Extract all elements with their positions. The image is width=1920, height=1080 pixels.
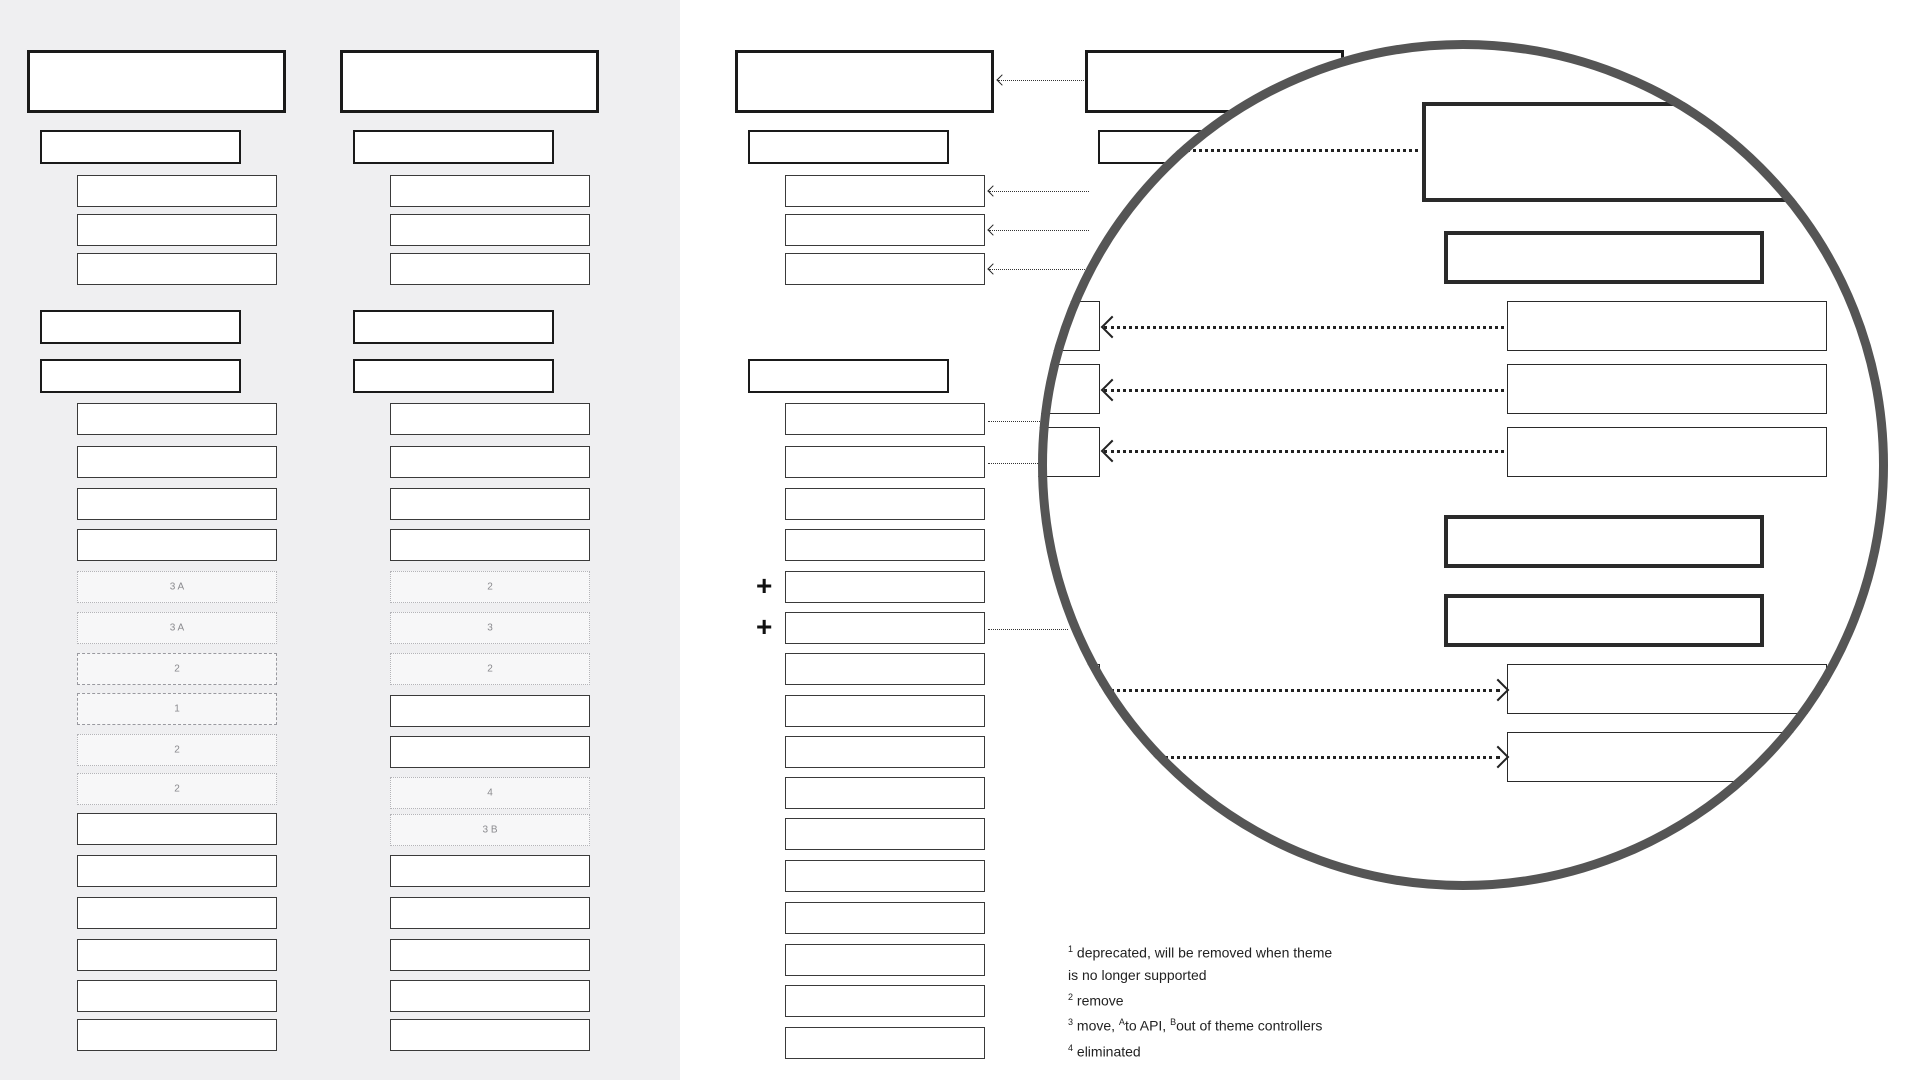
zoom-source-item — [1507, 427, 1827, 477]
column-a-group-1 — [40, 130, 241, 164]
result-item — [785, 902, 985, 934]
result-added-item — [785, 571, 985, 603]
column-b-annotated-item — [390, 653, 590, 685]
column-a-group-2 — [40, 310, 241, 344]
arrow-left-icon — [996, 74, 1007, 85]
legend-marker: 4 — [1068, 1042, 1074, 1053]
column-a-item — [77, 175, 277, 207]
column-b-header — [340, 50, 599, 113]
column-b-annotated-item — [390, 571, 590, 603]
annotation-label: 3 A — [169, 581, 185, 593]
legend-text: is no longer supported — [1068, 966, 1207, 983]
column-b-item — [390, 488, 590, 520]
result-item — [785, 403, 985, 435]
arrow-left-icon — [987, 224, 998, 235]
column-a-item — [77, 403, 277, 435]
chevron-right-icon — [1487, 679, 1510, 702]
zoom-item-connector — [1104, 450, 1504, 453]
column-b-annotated-item — [390, 612, 590, 644]
result-item — [785, 985, 985, 1017]
annotation-label: 2 — [174, 744, 180, 756]
column-b-annotated-item — [390, 814, 590, 846]
column-a-annotated-item — [77, 693, 277, 725]
item-connector — [989, 191, 1089, 192]
zoom-target-item — [1507, 664, 1827, 714]
result-group-1 — [748, 130, 949, 164]
column-a-annotated-item — [77, 653, 277, 685]
column-a-item — [77, 1019, 277, 1051]
zoom-source-item — [1507, 301, 1827, 351]
result-item — [785, 175, 985, 207]
legend-marker: 1 — [1068, 944, 1074, 954]
column-a-annotated-item — [77, 612, 277, 644]
result-item — [785, 818, 985, 850]
legend-item — [1068, 986, 1428, 1012]
legend — [1068, 938, 1428, 1063]
annotation-label: 4 — [487, 787, 493, 799]
added-marker: + — [756, 570, 773, 601]
column-b-item — [390, 980, 590, 1012]
zoom-source-group-1 — [1444, 231, 1764, 284]
result-item — [785, 253, 985, 285]
legend-marker: 3 — [1068, 1017, 1074, 1028]
result-item — [785, 695, 985, 727]
column-b-group-3 — [353, 359, 554, 393]
result-item — [785, 860, 985, 892]
column-b-item — [390, 403, 590, 435]
annotation-label: 2 — [487, 663, 493, 675]
legend-text: to API, — [1124, 1017, 1167, 1034]
column-b-item — [390, 175, 590, 207]
zoom-target-item — [1507, 732, 1827, 782]
column-b-item — [390, 855, 590, 887]
legend-submarker: B — [1170, 1017, 1177, 1028]
column-a-item — [77, 446, 277, 478]
arrow-left-icon — [987, 263, 998, 274]
column-b-group-1 — [353, 130, 554, 164]
result-item — [785, 777, 985, 809]
zoom-move-connector — [1104, 756, 1500, 759]
column-b-annotated-item — [390, 777, 590, 809]
column-b-item — [390, 736, 590, 768]
column-a-item — [77, 855, 277, 887]
zoom-source-item — [1507, 364, 1827, 414]
annotation-label: 2 — [174, 783, 180, 795]
added-marker: + — [756, 611, 773, 642]
column-b-group-2 — [353, 310, 554, 344]
column-a-item — [77, 214, 277, 246]
column-a-item — [77, 939, 277, 971]
zoom-source-group-3 — [1444, 594, 1764, 647]
zoom-result-item — [1038, 732, 1100, 782]
column-a-header — [27, 50, 286, 113]
chevron-left-icon — [1101, 379, 1124, 402]
legend-text: out of theme controllers — [1176, 1017, 1323, 1034]
column-a-annotated-item — [77, 571, 277, 603]
legend-item — [1068, 1011, 1428, 1037]
column-a-annotated-item — [77, 773, 277, 805]
result-group-2 — [748, 359, 949, 393]
legend-text: deprecated, will be removed when theme — [1076, 944, 1333, 961]
legend-marker: 2 — [1068, 991, 1074, 1002]
result-item — [785, 653, 985, 685]
item-connector — [988, 421, 1048, 422]
magnifier-lens — [1038, 40, 1888, 890]
zoom-item-connector — [1104, 326, 1504, 329]
column-b-item — [390, 214, 590, 246]
result-added-item — [785, 612, 985, 644]
legend-item-continuation — [1068, 964, 1428, 986]
arrow-left-icon — [987, 185, 998, 196]
result-item — [785, 214, 985, 246]
zoom-result-item — [1038, 664, 1100, 714]
zoom-result-item — [1038, 364, 1100, 414]
legend-submarker: A — [1118, 1017, 1125, 1028]
chevron-right-icon — [1487, 746, 1510, 769]
zoom-result-item — [1038, 301, 1100, 351]
column-b-item — [390, 529, 590, 561]
annotation-label: 3 A — [169, 622, 185, 634]
result-header — [735, 50, 994, 113]
zoom-source-header — [1422, 102, 1822, 202]
column-b-item — [390, 446, 590, 478]
legend-item — [1068, 938, 1428, 964]
result-item — [785, 1027, 985, 1059]
zoom-item-connector — [1104, 389, 1504, 392]
legend-item — [1068, 1037, 1428, 1063]
column-b-item — [390, 253, 590, 285]
column-b-item — [390, 939, 590, 971]
zoom-result-item — [1038, 796, 1100, 846]
zoom-result-item — [1038, 427, 1100, 477]
annotation-label: 2 — [487, 581, 493, 593]
column-b-item — [390, 1019, 590, 1051]
result-item — [785, 529, 985, 561]
column-a-item — [77, 813, 277, 845]
column-a-item — [77, 529, 277, 561]
header-connector — [998, 80, 1084, 81]
column-a-item — [77, 488, 277, 520]
column-b-item — [390, 897, 590, 929]
zoom-result-group-1 — [1038, 231, 1050, 284]
item-connector — [988, 629, 1068, 630]
result-item — [785, 736, 985, 768]
zoom-move-connector — [1104, 689, 1500, 692]
column-a-item — [77, 980, 277, 1012]
result-item — [785, 446, 985, 478]
legend-text: remove — [1076, 992, 1124, 1009]
result-item — [785, 488, 985, 520]
annotation-label: 1 — [174, 703, 180, 715]
column-a-item — [77, 897, 277, 929]
column-a-group-3 — [40, 359, 241, 393]
annotation-label: 3 B — [482, 824, 498, 836]
column-b-item — [390, 695, 590, 727]
result-item — [785, 944, 985, 976]
column-a-item — [77, 253, 277, 285]
column-a-annotated-item — [77, 734, 277, 766]
annotation-label: 3 — [487, 622, 493, 634]
legend-text: move, — [1076, 1017, 1116, 1034]
zoom-header-connector — [1038, 149, 1418, 152]
chevron-left-icon — [1101, 316, 1124, 339]
zoom-source-group-2 — [1444, 515, 1764, 568]
chevron-left-icon — [1101, 440, 1124, 463]
zoom-result-group-2 — [1038, 594, 1048, 647]
annotation-label: 2 — [174, 663, 180, 675]
legend-text: eliminated — [1076, 1043, 1141, 1060]
